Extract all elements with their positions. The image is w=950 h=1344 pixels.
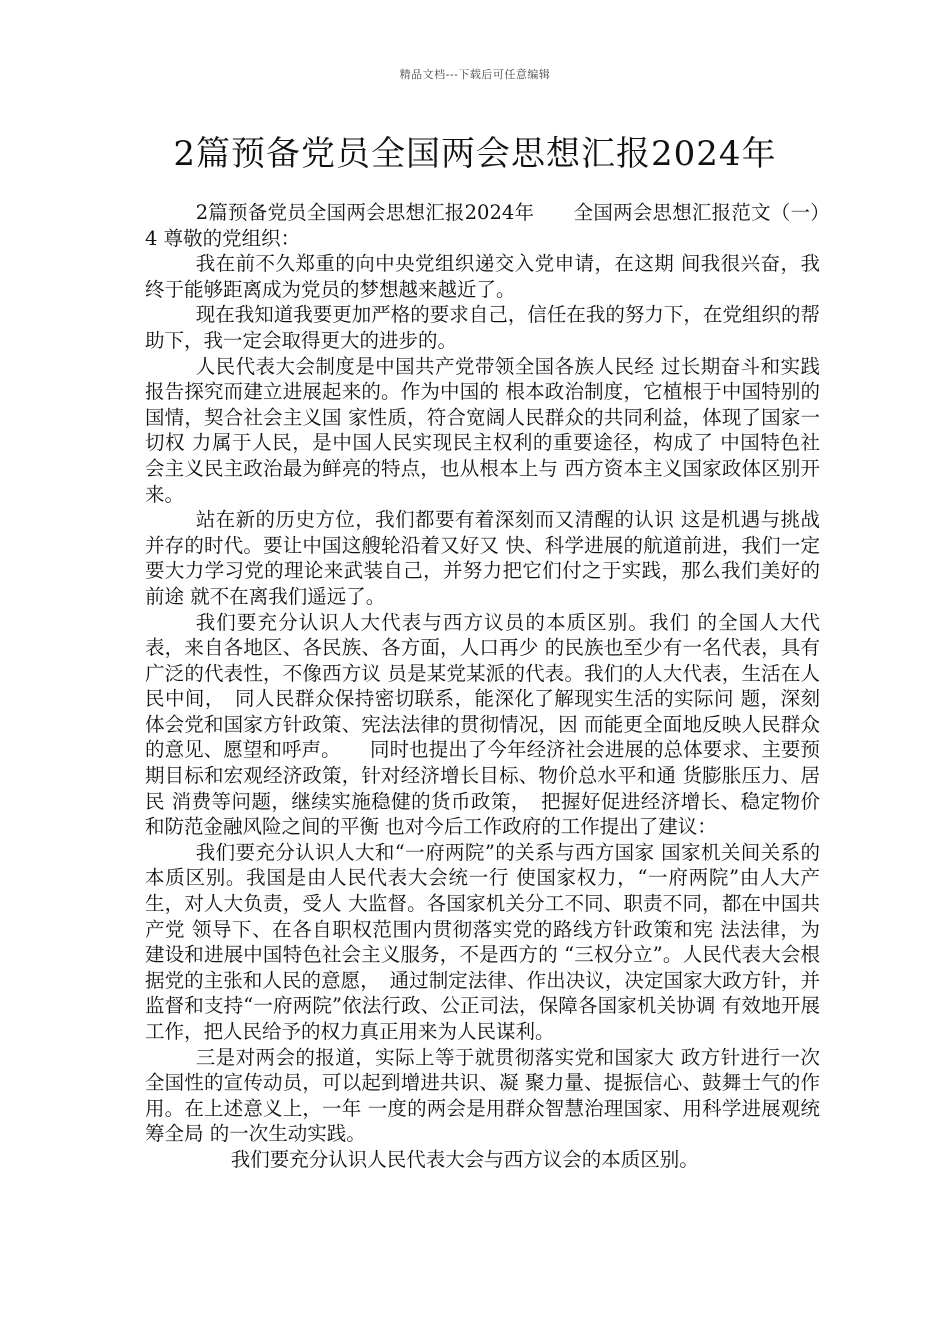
paragraph: 我们要充分认识人大和“一府两院”的关系与西方国家 国家机关间关系的本质区别。我国是由人民代表大会统一行 使国家权力，“一府两院”由人大产生，对人大负责，受人 大监督。各国家机关分工不同、职责不同，都在中国共产党 领导下、在各自职权范围内贯彻落实党的路线方针政策和宪 法法律，为建设和进展中国特色社会主义服务，不是西方的 “三权分立”。人民代表大会根据党的主张和人民的意愿， 通过制定法律、作出决议，决定国家大政方针，并监督和支持“一府两院”依法行政、公正司法，保障各国家机关协调 有效地开展工作，把人民给予的权力真正用来为人民谋利。 <box>145 840 820 1043</box>
paragraph: 现在我知道我要更加严格的要求自己，信任在我的努力下，在党组织的帮助下，我一定会取得更大的进步的。 <box>145 303 820 352</box>
paragraph: 三是对两会的报道，实际上等于就贯彻落实党和国家大 政方针进行一次全国性的宣传动员，可以起到增进共识、凝 聚力量、提振信心、鼓舞士气的作用。在上述意义上，一年 一度的两会是用群众智慧治理国家、用科学进展观统筹全局 的一次生动实践。 <box>145 1045 820 1146</box>
page-header: 精品文档---下载后可任意编辑 <box>399 68 551 81</box>
paragraph: 站在新的历史方位，我们都要有着深刻而又清醒的认识 这是机遇与挑战并存的时代。要让中国这艘轮沿着又好又 快、科学进展的航道前进，我们一定要大力学习党的理论来武装自己，并努力把它们付之于实践，那么我们美好的前途 就不在离我们遥远了。 <box>145 508 820 608</box>
document-title: 2篇预备党员全国两会思想汇报2024年 <box>173 134 777 174</box>
paragraph-intro: 2篇预备党员全国两会思想汇报2024年 全国两会思想汇报范文（一）4 尊敬的党组织： <box>145 201 820 250</box>
paragraph: 我们要充分认识人大代表与西方议员的本质区别。我们 的全国人大代表，来自各地区、各民族、各方面，人口再少 的民族也至少有一名代表，具有广泛的代表性，不像西方议 员是某党某派的代表。我们的人大代表，生活在人民中间， 同人民群众保持密切联系，能深化了解现实生活的实际问 题，深刻体会党和国家方针政策、宪法法律的贯彻情况，因 而能更全面地反映人民群众的意见、愿望和呼声。 同时也提出了今年经济社会进展的总体要求、主要预期目标和宏观经济政策，针对经济增长目标、物价总水平和通 货膨胀压力、居民 消费等问题，继续实施稳健的货币政策， 把握好促进经济增长、稳定物价和防范金融风险之间的平衡 也对今后工作政府的工作提出了建议： <box>145 610 820 839</box>
document-body <box>145 200 820 1173</box>
paragraph: 人民代表大会制度是中国共产党带领全国各族人民经 过长期奋斗和实践报告探究而建立进展起来的。作为中国的 根本政治制度，它植根于中国特别的国情，契合社会主义国 家性质，符合宽阔人民群众的共同利益，体现了国家一切权 力属于人民，是中国人民实现民主权利的重要途径，构成了 中国特色社会主义民主政治最为鲜亮的特点，也从根本上与 西方资本主义国家政体区别开来。 <box>145 354 820 506</box>
paragraph-last: 我们要充分认识人民代表大会与西方议会的本质区别。 <box>230 1147 699 1171</box>
paragraph: 我在前不久郑重的向中央党组织递交入党申请，在这期 间我很兴奋，我终于能够距离成为党员的梦想越来越近了。 <box>145 252 820 301</box>
